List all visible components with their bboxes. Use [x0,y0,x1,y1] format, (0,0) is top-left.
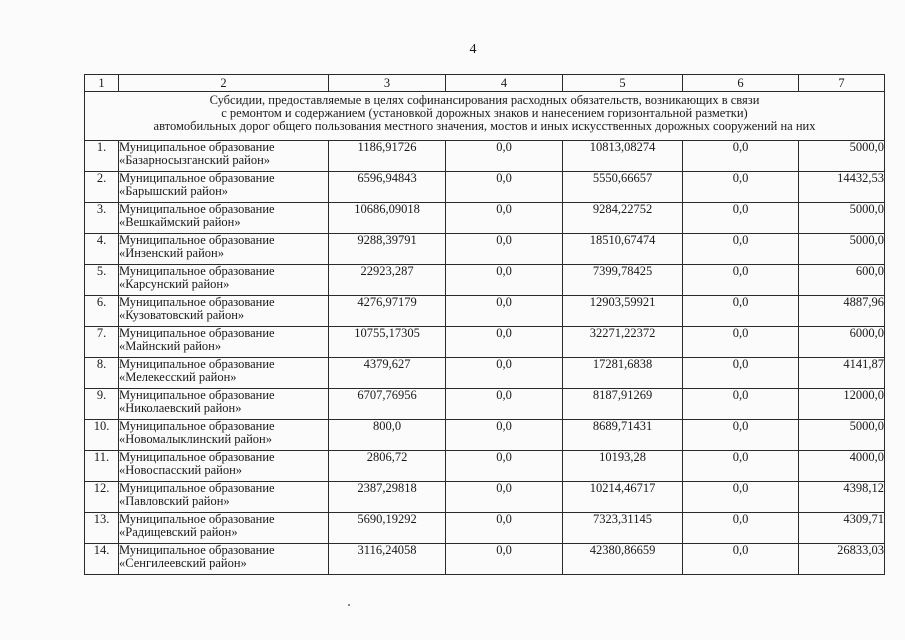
municipality-name [119,141,329,172]
municipality-type: Муниципальное образование [119,512,275,526]
value-col-7: 12000,0 [799,389,885,420]
value-col-7: 14432,53 [799,172,885,203]
value-col-4: 0,0 [446,141,563,172]
value-col-7: 26833,03 [799,544,885,575]
value-col-6: 0,0 [683,358,799,389]
row-number: 12. [85,482,119,513]
value-col-4: 0,0 [446,172,563,203]
table-row [85,327,885,358]
value-col-6: 0,0 [683,296,799,327]
value-col-4: 0,0 [446,296,563,327]
value-col-6: 0,0 [683,482,799,513]
value-col-6: 0,0 [683,420,799,451]
municipality-district: «Карсунский район» [119,277,230,291]
value-col-5: 8187,91269 [563,389,683,420]
municipality-type: Муниципальное образование [119,233,275,247]
table-row [85,451,885,482]
municipality-type: Муниципальное образование [119,295,275,309]
value-col-6: 0,0 [683,389,799,420]
table-row [85,513,885,544]
value-col-5: 10214,46717 [563,482,683,513]
value-col-6: 0,0 [683,203,799,234]
value-col-3: 5690,19292 [329,513,446,544]
subsidy-table [84,74,885,575]
value-col-6: 0,0 [683,513,799,544]
municipality-name [119,265,329,296]
row-number: 10. [85,420,119,451]
value-col-3: 10686,09018 [329,203,446,234]
value-col-3: 3116,24058 [329,544,446,575]
municipality-type: Муниципальное образование [119,264,275,278]
value-col-4: 0,0 [446,203,563,234]
table-row [85,296,885,327]
column-number: 3 [329,75,446,92]
section-title-line: с ремонтом и содержанием (установкой дорожных знаков и нанесением горизонтальной разметки) [221,106,748,120]
column-number: 2 [119,75,329,92]
section-title [85,92,885,141]
value-col-7: 5000,0 [799,141,885,172]
row-number: 8. [85,358,119,389]
value-col-3: 6707,76956 [329,389,446,420]
municipality-name [119,358,329,389]
value-col-7: 5000,0 [799,420,885,451]
value-col-7: 6000,0 [799,327,885,358]
municipality-type: Муниципальное образование [119,450,275,464]
municipality-district: «Инзенский район» [119,246,224,260]
municipality-district: «Сенгилеевский район» [119,556,247,570]
value-col-4: 0,0 [446,389,563,420]
value-col-3: 10755,17305 [329,327,446,358]
row-number: 6. [85,296,119,327]
value-col-4: 0,0 [446,451,563,482]
column-number-row [85,75,885,92]
municipality-type: Муниципальное образование [119,140,275,154]
municipality-district: «Новомалыклинский район» [119,432,272,446]
municipality-district: «Майнский район» [119,339,222,353]
value-col-7: 4887,96 [799,296,885,327]
value-col-5: 9284,22752 [563,203,683,234]
row-number: 1. [85,141,119,172]
value-col-5: 10813,08274 [563,141,683,172]
section-title-line: Субсидии, предоставляемые в целях софинансирования расходных обязательств, возникающих в связи [209,93,760,107]
municipality-district: «Барышский район» [119,184,229,198]
municipality-district: «Радищевский район» [119,525,238,539]
value-col-5: 32271,22372 [563,327,683,358]
section-title-line: автомобильных дорог общего пользования местного значения, мостов и иных искусственных дорожных сооружений на них [153,119,816,133]
value-col-3: 22923,287 [329,265,446,296]
value-col-7: 4309,71 [799,513,885,544]
municipality-name [119,327,329,358]
value-col-5: 5550,66657 [563,172,683,203]
municipality-name [119,203,329,234]
municipality-name [119,513,329,544]
table-row [85,265,885,296]
value-col-3: 2387,29818 [329,482,446,513]
value-col-3: 4276,97179 [329,296,446,327]
value-col-5: 17281,6838 [563,358,683,389]
table-row [85,389,885,420]
section-title-row [85,92,885,141]
column-number: 1 [85,75,119,92]
value-col-4: 0,0 [446,420,563,451]
value-col-6: 0,0 [683,265,799,296]
municipality-district: «Кузоватовский район» [119,308,245,322]
value-col-7: 600,0 [799,265,885,296]
table-row [85,482,885,513]
value-col-7: 5000,0 [799,234,885,265]
table-row [85,203,885,234]
row-number: 9. [85,389,119,420]
value-col-6: 0,0 [683,544,799,575]
page-number: 4 [469,42,477,57]
row-number: 11. [85,451,119,482]
value-col-4: 0,0 [446,513,563,544]
municipality-name [119,172,329,203]
municipality-district: «Вешкаймский район» [119,215,241,229]
value-col-3: 800,0 [329,420,446,451]
value-col-7: 4000,0 [799,451,885,482]
municipality-district: «Мелекесский район» [119,370,237,384]
value-col-5: 18510,67474 [563,234,683,265]
column-number: 5 [563,75,683,92]
municipality-district: «Николаевский район» [119,401,242,415]
municipality-type: Муниципальное образование [119,388,275,402]
table-row [85,544,885,575]
municipality-district: «Новоспасский район» [119,463,243,477]
municipality-type: Муниципальное образование [119,481,275,495]
value-col-4: 0,0 [446,482,563,513]
value-col-3: 6596,94843 [329,172,446,203]
value-col-3: 2806,72 [329,451,446,482]
value-col-3: 9288,39791 [329,234,446,265]
municipality-name [119,234,329,265]
value-col-3: 4379,627 [329,358,446,389]
value-col-7: 4141,87 [799,358,885,389]
value-col-5: 7399,78425 [563,265,683,296]
municipality-district: «Павловский район» [119,494,230,508]
scan-speck [348,604,350,606]
row-number: 4. [85,234,119,265]
value-col-5: 7323,31145 [563,513,683,544]
municipality-name [119,451,329,482]
municipality-type: Муниципальное образование [119,326,275,340]
column-number: 6 [683,75,799,92]
value-col-6: 0,0 [683,172,799,203]
column-number: 7 [799,75,885,92]
value-col-6: 0,0 [683,451,799,482]
value-col-3: 1186,91726 [329,141,446,172]
column-number: 4 [446,75,563,92]
value-col-5: 42380,86659 [563,544,683,575]
municipality-name [119,420,329,451]
municipality-type: Муниципальное образование [119,171,275,185]
municipality-type: Муниципальное образование [119,543,275,557]
table-row [85,172,885,203]
table-row [85,141,885,172]
municipality-name [119,389,329,420]
municipality-name [119,544,329,575]
row-number: 7. [85,327,119,358]
value-col-5: 12903,59921 [563,296,683,327]
table-row [85,358,885,389]
value-col-6: 0,0 [683,234,799,265]
municipality-type: Муниципальное образование [119,357,275,371]
table-row [85,420,885,451]
row-number: 14. [85,544,119,575]
row-number: 13. [85,513,119,544]
value-col-4: 0,0 [446,234,563,265]
row-number: 2. [85,172,119,203]
municipality-type: Муниципальное образование [119,202,275,216]
value-col-7: 4398,12 [799,482,885,513]
municipality-name [119,482,329,513]
value-col-4: 0,0 [446,358,563,389]
municipality-district: «Базарносызганский район» [119,153,271,167]
value-col-6: 0,0 [683,141,799,172]
municipality-name [119,296,329,327]
value-col-4: 0,0 [446,265,563,296]
municipality-type: Муниципальное образование [119,419,275,433]
row-number: 3. [85,203,119,234]
value-col-4: 0,0 [446,327,563,358]
table-row [85,234,885,265]
value-col-6: 0,0 [683,327,799,358]
value-col-5: 8689,71431 [563,420,683,451]
value-col-4: 0,0 [446,544,563,575]
value-col-7: 5000,0 [799,203,885,234]
row-number: 5. [85,265,119,296]
value-col-5: 10193,28 [563,451,683,482]
